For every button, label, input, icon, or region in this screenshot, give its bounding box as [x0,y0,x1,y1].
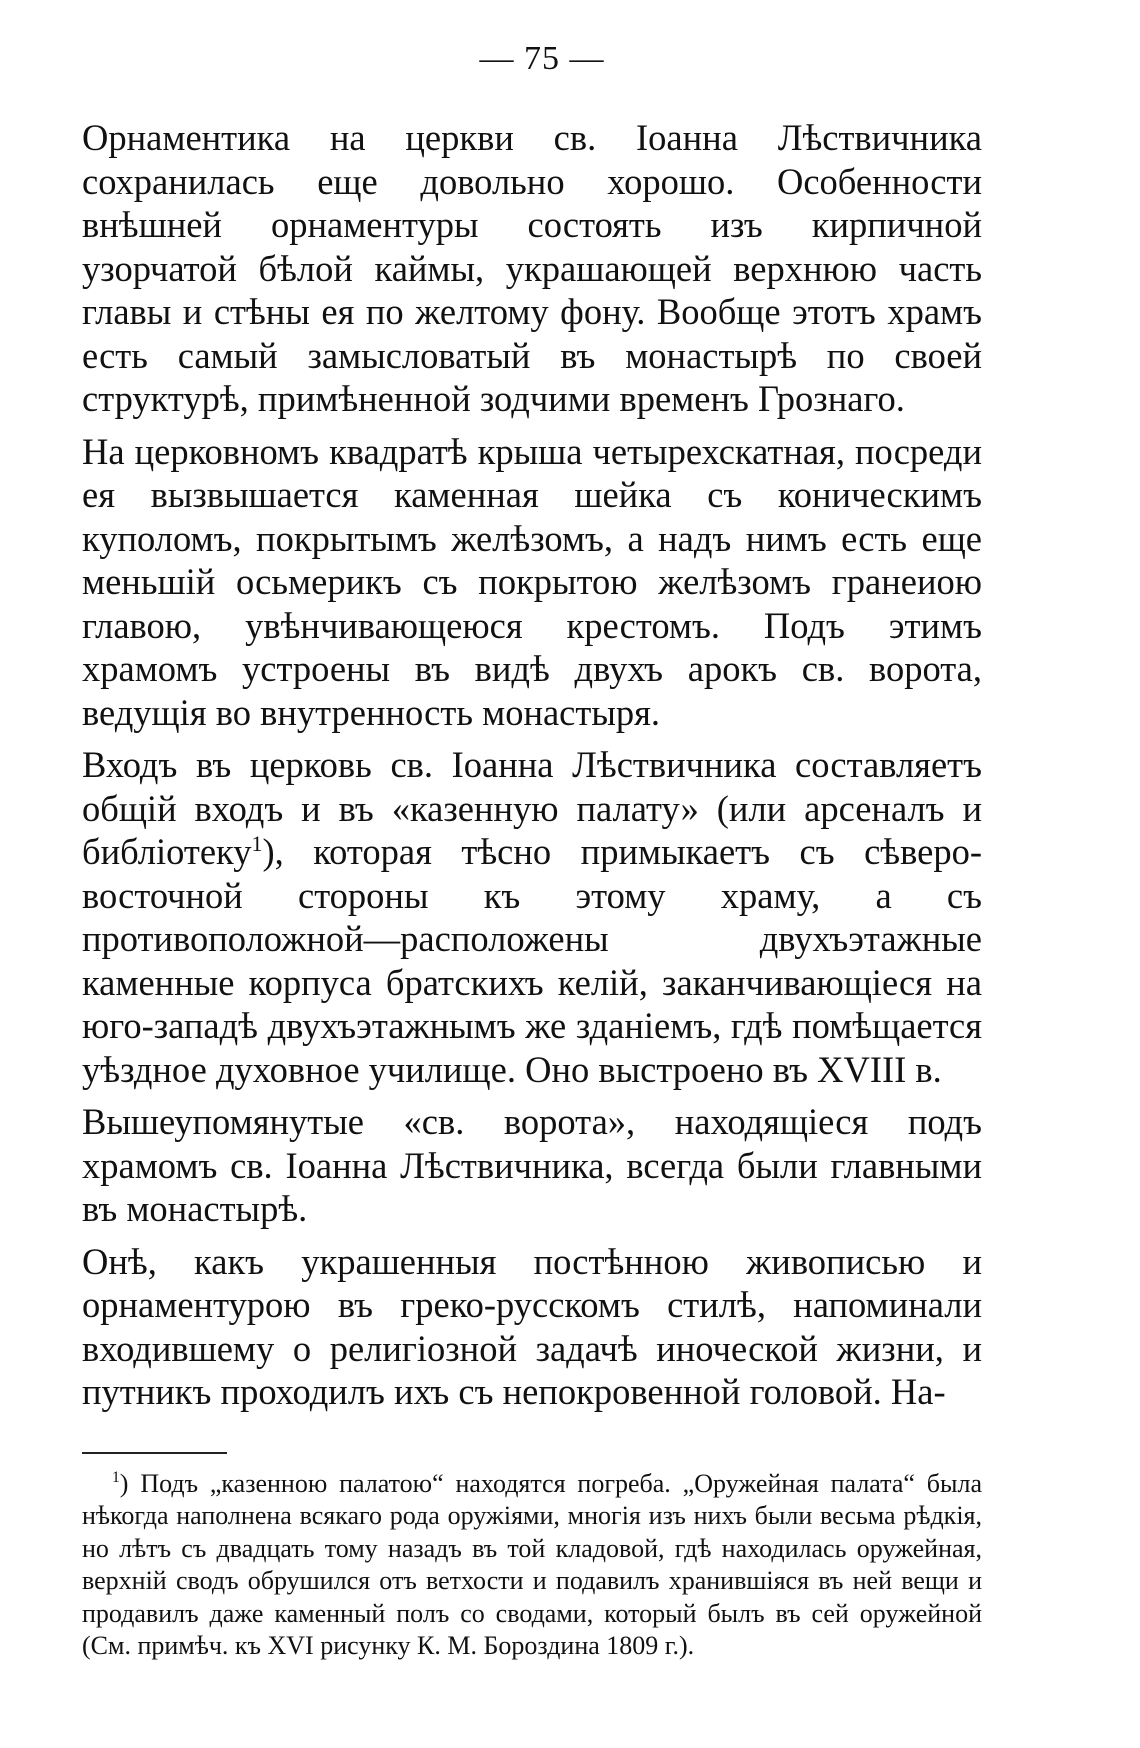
footnote [82,1468,982,1663]
paragraph-3-end: ), которая тѣсно примыкаетъ съ сѣверо-восточной стороны къ этому храму, а съ противоположной—расположены двухъэтажные каменные корпуса братскихъ келій, заканчивающіеся на юго-западѣ двухъэтажнымъ же зданіемъ, гдѣ помѣщается уѣздное духовное училище. Оно выстроено въ XVIII в. [82,831,982,1090]
footnote-marker: 1 [112,1468,120,1486]
book-page [82,40,982,1663]
footnote-reference: 1 [251,830,263,856]
paragraph-4: Вышеупомянутые «св. ворота», находящіеся подъ храмомъ св. Іоанна Лѣствичника, всегда были главными въ монастырѣ. [82,1101,982,1229]
paragraph-3-start: Входъ въ церковь св. Іоанна Лѣствичника составляетъ общій входъ и въ «казенную палату» (или арсеналъ и библіотеку [82,744,982,872]
paragraph-1: Орнаментика на церкви св. Іоанна Лѣствичника сохранилась еще довольно хорошо. Особенности внѣшней орнаментуры состоять изъ кирпичной узорчатой бѣлой каймы, украшающей верхнюю часть главы и стѣны ея по желтому фону. Вообще этотъ храмъ есть самый замысловатый въ монастырѣ по своей структурѣ, примѣненной зодчими временъ Грознаго. [82,117,982,419]
paragraph-3 [82,743,982,1091]
page-number: — 75 — [479,40,605,77]
footnote-text: ) Подъ „казенною палатою“ находятся погреба. „Оружейная палата“ была нѣкогда наполнена всякаго рода оружіями, многія изъ нихъ были весьма рѣдкія, но лѣтъ съ двадцать тому назадъ въ той кладовой, гдѣ находилась оружейная, верхній сводъ обрушился отъ ветхости и подавилъ хранившіяся въ ней вещи и продавилъ даже каменный полъ со сводами, который былъ въ сей оружейной (См. примѣч. къ XVI рисунку К. М. Бороздина 1809 г.). [82,1468,982,1660]
body-text [82,116,982,1414]
footnote-divider [82,1452,227,1454]
paragraph-5: Онѣ, какъ украшенныя постѣнною живописью и орнаментурою въ греко-русскомъ стилѣ, напоминали входившему о религіозной задачѣ иноческой жизни, и путникъ проходилъ ихъ съ непокровенной головой. На- [82,1240,982,1412]
paragraph-2: На церковномъ квадратѣ крыша четырехскатная, посреди ея вызвышается каменная шейка съ коническимъ куполомъ, покрытымъ желѣзомъ, а надъ нимъ есть еще меньшій осьмерикъ съ покрытою желѣзомъ гранеиою главою, увѣнчивающеюся крестомъ. Подъ этимъ храмомъ устроены въ видѣ двухъ арокъ св. ворота, ведущія во внутренность монастыря. [82,430,982,733]
